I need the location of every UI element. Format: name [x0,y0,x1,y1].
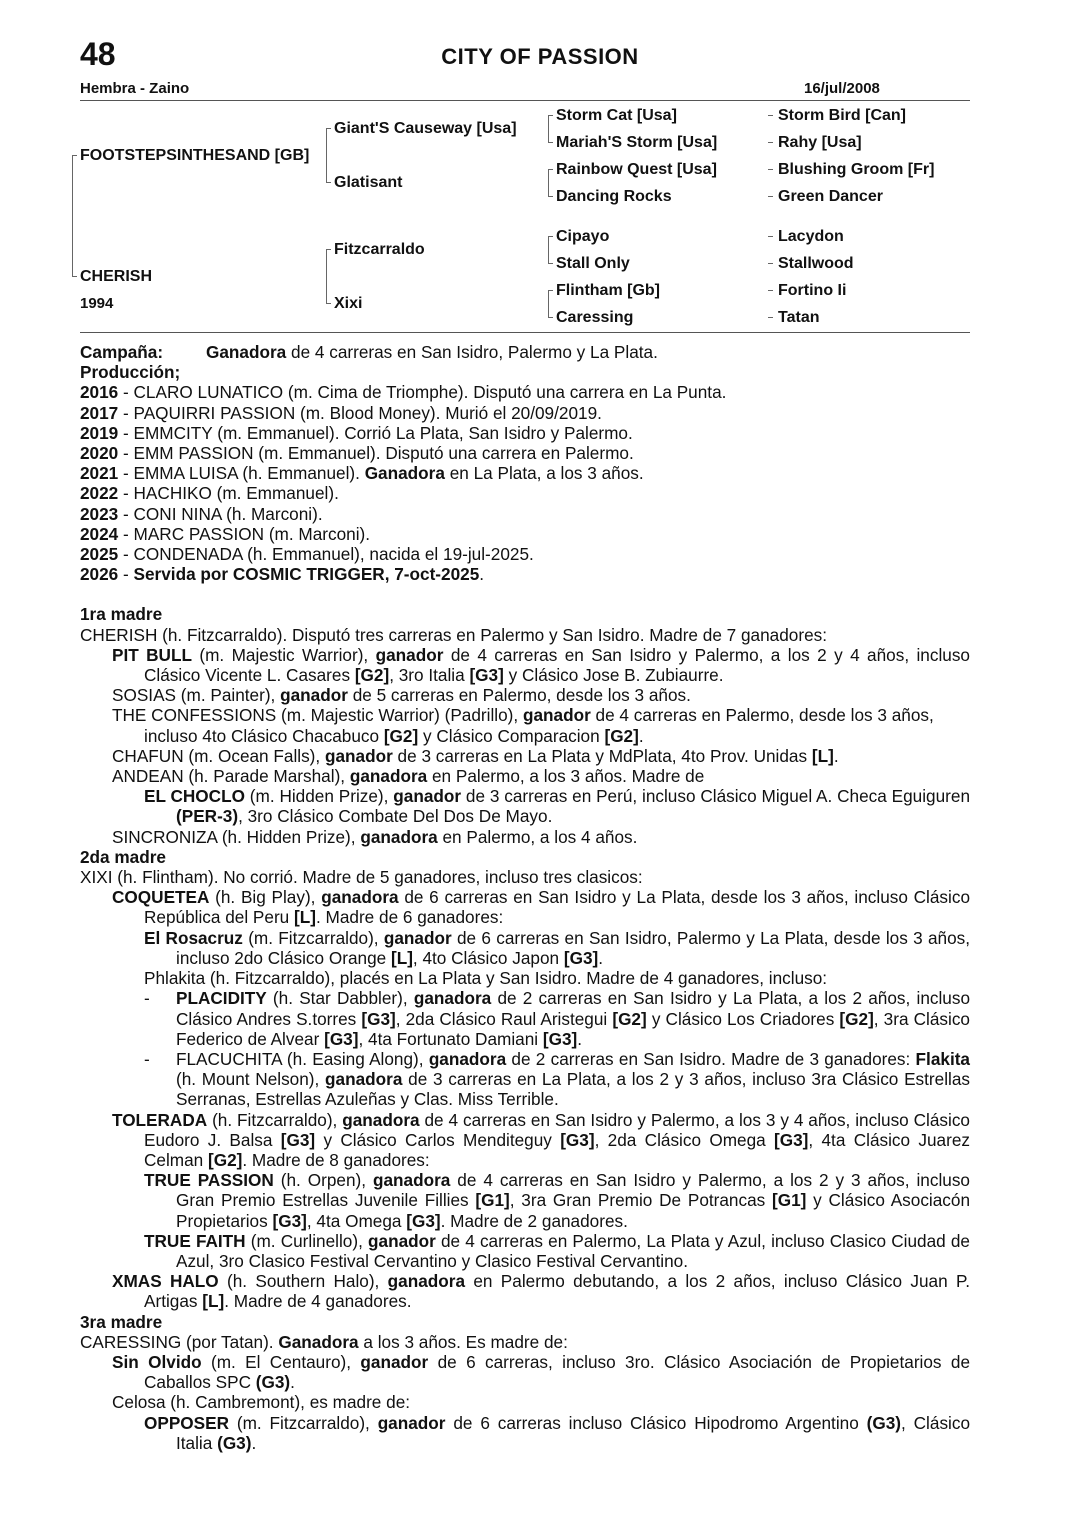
pedigree-gen3-1: Storm Cat [Usa] [556,107,677,124]
offspring-entry: COQUETEA (h. Big Play), ganadora de 6 carreras en San Isidro y La Plata, desde los 3 años, incluso Clásico República del Peru [L]. Madre de 6 ganadores: [112,887,971,928]
pedigree-gen4-2: Rahy [Usa] [778,134,862,151]
production-item: 2024 - MARC PASSION (m. Marconi). [80,523,371,544]
pedigree-dam-sire: Fitzcarraldo [334,241,425,258]
pedigree-gen3-6: Stall Only [556,255,630,272]
pedigree-dam: CHERISH [80,268,153,285]
offspring-entry: TRUE PASSION (h. Orpen), ganadora de 4 carreras en San Isidro y Palermo, a los 2 y 3 años, incluso Gran Premio Estrellas Juvenile Fillies [G1], 3ra Gran Premio De Potrancas [G1] y Clásico Asociacón Propietarios [G3], 4ta Omega [G3]. Madre de 2 ganadores. [144,1170,970,1231]
production-item: 2020 - EMM PASSION (m. Emmanuel). Disputó una carrera en Palermo. [80,443,634,464]
offspring-entry: - FLACUCHITA (h. Easing Along), ganadora de 2 carreras en San Isidro. Madre de 3 ganadores: Flakita (h. Mount Nelson), ganadora de 3 carreras en La Plata, a los 2 y 3 años, incluso 3ra Clásico Estrellas Serranas, Estrellas Azuleñas y Clas. Miss Terrible. [144,1048,970,1110]
pedigree-gen3-2: Mariah'S Storm [Usa] [556,134,718,151]
pedigree-sire-dam: Glatisant [334,174,403,191]
second-dam-intro: XIXI (h. Flintham). No corrió. Madre de 5 ganadores, incluso tres clasicos: [80,867,643,888]
pedigree-sire-sire: Giant'S Causeway [Usa] [334,120,517,137]
pedigree-sire: FOOTSTEPSINTHESAND [GB] [80,147,310,164]
production-item: 2025 - CONDENADA (h. Emmanuel), nacida el 19-jul-2025. [80,544,534,565]
pedigree-gen4-1: Storm Bird [Can] [778,107,906,124]
offspring-entry: CHAFUN (m. Ocean Falls), ganador de 3 carreras en La Plata y MdPlata, 4to Prov. Unidas [L]. [112,745,839,766]
offspring-entry: XMAS HALO (h. Southern Halo), ganadora en Palermo debutando, a los 2 años, incluso Clásico Juan P. Artigas [L]. Madre de 4 ganadores. [112,1271,971,1312]
offspring-entry: Celosa (h. Cambremont), es madre de: [112,1392,411,1413]
offspring-entry: - PLACIDITY (h. Star Dabbler), ganadora de 2 carreras en San Isidro y La Plata, a los 2 años, incluso Clásico Andres S.torres [G3], 2da Clásico Raul Aristegui [G2] y Clásico Los Criadores [G2], 3ra Clásico Federico de Alvear [G3], 4ta Fortunato Damiani [G3]. [144,988,970,1049]
pedigree-gen4-3: Blushing Groom [Fr] [778,161,935,178]
horse-name: CITY OF PASSION [441,44,639,69]
catalog-body [80,342,970,1453]
offspring-entry: THE CONFESSIONS (m. Majestic Warrior) (Padrillo), ganador de 4 carreras en Palermo, desde los 3 años, incluso 4to Clásico Chacabuco [G2] y Clásico Comparacion [G2]. [112,705,934,746]
pedigree-dam-year: 1994 [80,295,114,312]
campaign: Campaña: Ganadora de 4 carreras en San Isidro, Palermo y La Plata. [80,342,658,362]
pedigree-gen4-8: Tatan [778,309,820,326]
production-item: 2021 - EMMA LUISA (h. Emmanuel). Ganadora en La Plata, a los 3 años. [80,463,644,484]
production-item: 2022 - HACHIKO (m. Emmanuel). [80,483,339,504]
production-item: 2023 - CONI NINA (h. Marconi). [80,503,323,524]
offspring-entry: EL CHOCLO (m. Hidden Prize), ganador de 3 carreras en Perú, incluso Clásico Miguel A. Checa Eguiguren (PER-3), 3ro Clásico Combate Del Dos De Mayo. [144,786,970,827]
offspring-entry: El Rosacruz (m. Fitzcarraldo), ganador de 6 carreras en San Isidro, Palermo y La Plata, desde los 3 años, incluso 2do Clásico Orange [L], 4to Clásico Japon [G3]. [144,927,971,968]
pedigree-gen3-5: Cipayo [556,228,610,245]
sex-color: Hembra - Zaino [80,80,190,97]
pedigree-gen4-6: Stallwood [778,255,854,272]
top-divider [80,100,970,101]
first-dam-intro: CHERISH (h. Fitzcarraldo). Disputó tres carreras en Palermo y San Isidro. Madre de 7 ganadores: [80,624,828,645]
second-dam-heading: 2da madre [80,846,166,867]
pedigree-gen4-7: Fortino Ii [778,282,847,299]
offspring-entry: Phlakita (h. Fitzcarraldo), placés en La Plata y San Isidro. Madre de 4 ganadores, incluso: [144,968,828,989]
production-item: 2017 - PAQUIRRI PASSION (m. Blood Money). Murió el 20/09/2019. [80,402,602,423]
pedigree-gen3-3: Rainbow Quest [Usa] [556,161,717,178]
offspring-entry: TRUE FAITH (m. Curlinello), ganador de 4 carreras en Palermo, La Plata y Azul, incluso Clasico Ciudad de Azul, 3ro Clasico Festival Cervantino y Clasico Festival Cervantino. [144,1230,970,1271]
birth-date: 16/jul/2008 [804,80,880,97]
production-label: Producción; [80,362,181,383]
pedigree-gen4-5: Lacydon [778,228,844,245]
lot-number: 48 [80,36,116,72]
pedigree-divider [80,332,970,333]
first-dam-heading: 1ra madre [80,604,163,625]
pedigree-gen3-8: Caressing [556,309,634,326]
production-item: 2026 - Servida por COSMIC TRIGGER, 7-oct-2025. [80,564,485,585]
pedigree-gen4-4: Green Dancer [778,188,883,205]
offspring-entry: SOSIAS (m. Painter), ganador de 5 carreras en Palermo, desde los 3 años. [112,685,691,706]
production-item: 2019 - EMMCITY (m. Emmanuel). Corrió La Plata, San Isidro y Palermo. [80,422,633,443]
pedigree-gen3-4: Dancing Rocks [556,188,672,205]
offspring-entry: PIT BULL (m. Majestic Warrior), ganador de 4 carreras en San Isidro y Palermo, a los 2 y 4 años, incluso Clásico Vicente L. Casares [G2], 3ro Italia [G3] y Clásico Jose B. Zubiaurre. [112,644,970,686]
pedigree-dam-dam: Xixi [334,295,363,312]
pedigree-gen3-7: Flintham [Gb] [556,282,660,299]
production-item: 2016 - CLARO LUNATICO (m. Cima de Triomphe). Disputó una carrera en La Punta. [80,382,727,403]
offspring-entry: ANDEAN (h. Parade Marshal), ganadora en Palermo, a los 3 años. Madre de [112,766,705,787]
third-dam-heading: 3ra madre [80,1311,163,1332]
offspring-entry: SINCRONIZA (h. Hidden Prize), ganadora en Palermo, a los 4 años. [112,826,638,847]
offspring-entry: OPPOSER (m. Fitzcarraldo), ganador de 6 carreras incluso Clásico Hipodromo Argentino (G3), Clásico Italia (G3). [144,1412,971,1453]
offspring-entry: TOLERADA (h. Fitzcarraldo), ganadora de 4 carreras en San Isidro y Palermo, a los 3 y 4 años, incluso Clásico Eudoro J. Balsa [G3] y Clásico Carlos Menditeguy [G3], 2da Clásico Omega [G3], 4ta Clásico Juarez Celman [G2]. Madre de 8 ganadores: [112,1109,970,1170]
third-dam-intro: CARESSING (por Tatan). Ganadora a los 3 años. Es madre de: [80,1331,568,1352]
offspring-entry: Sin Olvido (m. El Centauro), ganador de 6 carreras, incluso 3ro. Clásico Asociación de Propietarios de Caballos SPC (G3). [112,1351,970,1393]
